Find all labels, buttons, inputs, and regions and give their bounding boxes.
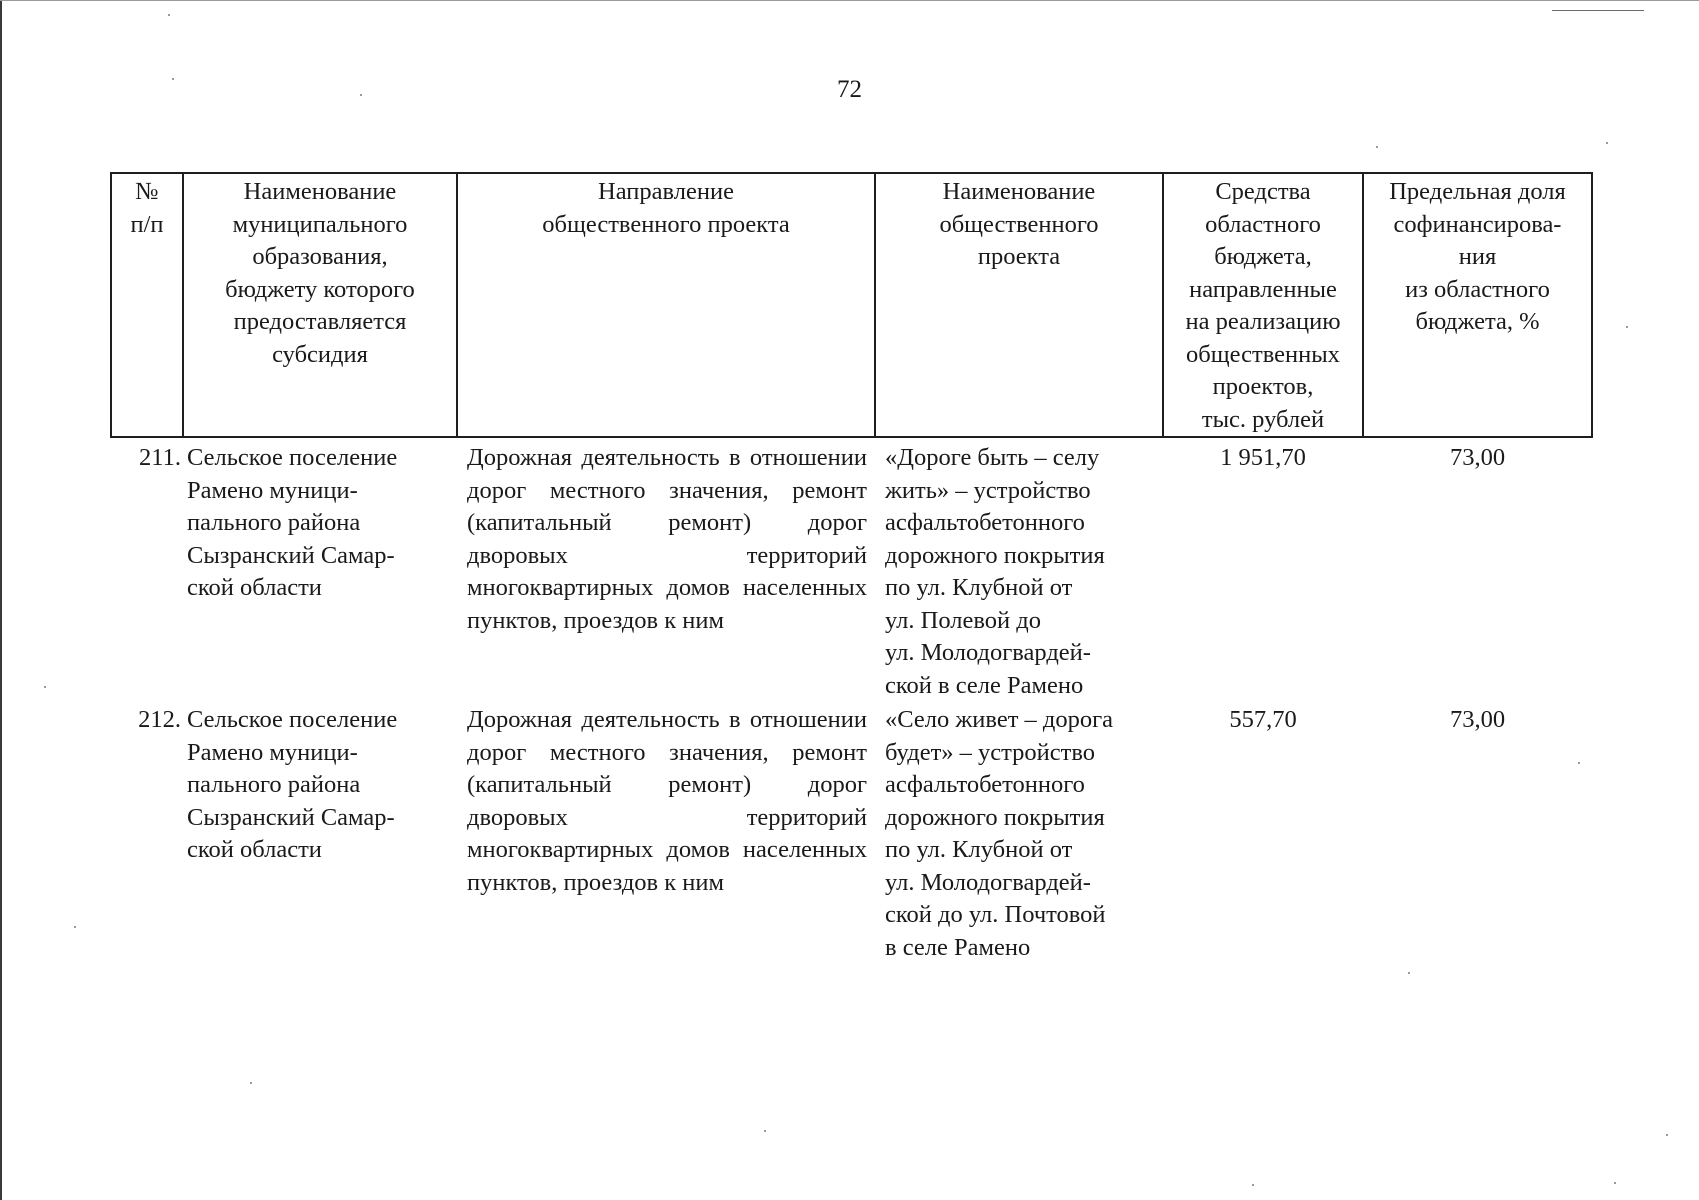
row-direction: Дорожная деятельность в отношении дорог местного значения, ремонт (капитальный ремонт) дорог дворовых территорий многоквартирных домов населенных пунктов, проездов к ним bbox=[467, 706, 867, 896]
header-municipality: Наименование муниципального образования, бюджету которого предоставляется субсидия bbox=[183, 173, 457, 437]
scan-speckle bbox=[168, 14, 170, 16]
header-cofinancing-share: Предельная доля софинансирова- ния из областного бюджета, % bbox=[1363, 173, 1592, 437]
header-number: № п/п bbox=[111, 173, 183, 437]
scan-speckle bbox=[1606, 142, 1608, 144]
scan-speckle bbox=[250, 1082, 252, 1084]
scan-speckle bbox=[1666, 1134, 1668, 1136]
scan-speckle bbox=[74, 926, 76, 928]
scan-speckle bbox=[1614, 1182, 1616, 1184]
scan-speckle bbox=[360, 94, 362, 96]
row-regional-funds: 557,70 bbox=[1229, 706, 1297, 733]
scan-edge-top bbox=[0, 0, 1699, 1]
row-number: 212. bbox=[138, 706, 181, 733]
scan-speckle bbox=[1578, 762, 1580, 764]
page-number: 72 bbox=[837, 76, 862, 103]
scan-mark bbox=[1552, 10, 1644, 11]
row-project-name: «Село живет – дорога будет» – устройство асфальтобетонного дорожного покрытия по ул. Клубной от ул. Молодогвардей- ской до ул. Почтовой в селе Рамено bbox=[885, 706, 1114, 961]
row-cofinancing-share: 73,00 bbox=[1449, 706, 1506, 733]
scan-speckle bbox=[1408, 972, 1410, 974]
row-municipality: Сельское поселение Рамено муници- пального района Сызранский Самар- ской области bbox=[187, 706, 398, 863]
header-regional-funds: Средства областного бюджета, направленные на реализацию общественных проектов, тыс. рублей bbox=[1163, 173, 1363, 437]
scan-speckle bbox=[1626, 326, 1628, 328]
row-cofinancing-share: 73,00 bbox=[1449, 444, 1506, 471]
table-row bbox=[111, 437, 1592, 702]
scan-speckle bbox=[44, 686, 46, 688]
header-direction: Направление общественного проекта bbox=[457, 173, 875, 437]
header-row bbox=[111, 173, 1592, 437]
row-direction: Дорожная деятельность в отношении дорог местного значения, ремонт (капитальный ремонт) дорог дворовых территорий многоквартирных домов населенных пунктов, проездов к ним bbox=[467, 444, 867, 634]
row-regional-funds: 1 951,70 bbox=[1220, 444, 1306, 471]
scan-speckle bbox=[172, 78, 174, 80]
table-header bbox=[111, 173, 1592, 437]
scan-edge-left bbox=[0, 0, 2, 1200]
scan-speckle bbox=[1376, 146, 1378, 148]
header-project-name: Наименование общественного проекта bbox=[875, 173, 1163, 437]
table-row bbox=[111, 702, 1592, 964]
table-body bbox=[111, 437, 1592, 964]
scan-speckle bbox=[764, 1130, 766, 1132]
row-number: 211. bbox=[139, 444, 181, 471]
row-project-name: «Дороге быть – селу жить» – устройство асфальтобетонного дорожного покрытия по ул. Клубной от ул. Полевой до ул. Молодогвардей- ской в селе Рамено bbox=[885, 444, 1105, 699]
row-municipality: Сельское поселение Рамено муници- пального района Сызранский Самар- ской области bbox=[187, 444, 398, 601]
subsidy-table bbox=[110, 172, 1593, 964]
scan-speckle bbox=[1252, 1184, 1254, 1186]
